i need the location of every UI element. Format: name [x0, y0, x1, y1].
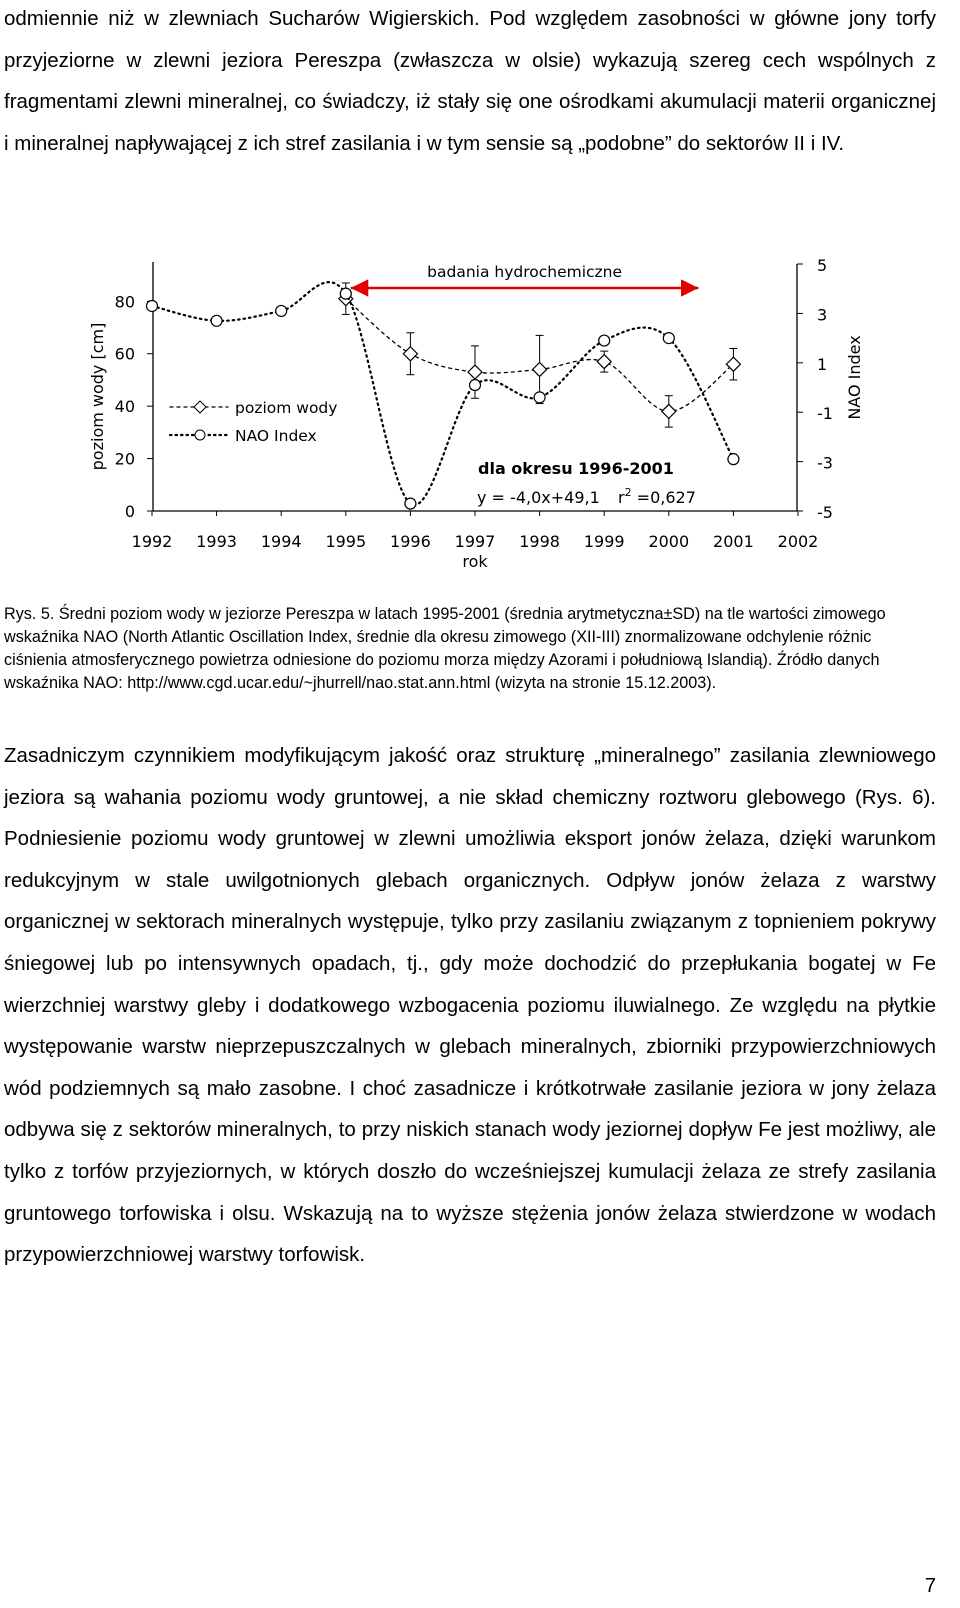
r2-value: =0,627 — [631, 488, 696, 507]
y-tick-label: 40 — [114, 397, 135, 417]
data-point-diamond — [403, 347, 417, 361]
data-point-circle — [340, 288, 351, 299]
data-point-circle — [147, 300, 158, 311]
chart-canvas — [70, 240, 890, 580]
data-point-circle — [276, 305, 287, 316]
data-point-diamond — [597, 355, 611, 369]
x-tick-label: 1995 — [325, 532, 367, 551]
x-tick-label: 1998 — [519, 532, 560, 551]
data-point-diamond — [662, 404, 676, 418]
chart-annotations — [477, 459, 696, 507]
y-tick-label: 80 — [114, 292, 135, 312]
regression-r2 — [618, 486, 696, 507]
chart-axes — [88, 256, 864, 571]
y2-tick-label: 3 — [817, 305, 828, 325]
y2-tick-label: 5 — [817, 256, 828, 275]
data-point-circle — [728, 454, 739, 465]
y2-tick-label: 1 — [817, 354, 828, 374]
legend-marker-circle — [195, 430, 205, 440]
legend-marker-diamond — [194, 401, 206, 413]
y2-tick-label: -1 — [817, 404, 833, 424]
x-tick-label: 2001 — [713, 532, 754, 551]
y-tick-label: 0 — [124, 502, 135, 521]
x-tick-label: 1999 — [583, 532, 625, 551]
x-tick-label: 2000 — [648, 532, 690, 551]
x-tick-label: 1997 — [454, 532, 496, 551]
x-tick-label: 2002 — [777, 532, 819, 551]
y-axis-label: poziom wody [cm] — [88, 322, 107, 471]
chart-legend — [170, 399, 337, 445]
figure-chart — [70, 240, 890, 580]
data-point-circle — [599, 335, 610, 346]
data-point-circle — [534, 392, 545, 403]
r2-superscript: 2 — [624, 486, 632, 499]
y2-tick-label: -5 — [817, 503, 833, 522]
legend-label: NAO Index — [235, 427, 317, 445]
x-tick-label: 1996 — [390, 532, 431, 551]
y2-tick-label: -3 — [817, 453, 833, 473]
y-tick-label: 20 — [114, 449, 135, 469]
chart-range-annotation — [351, 263, 699, 288]
data-point-diamond — [533, 362, 547, 376]
data-point-diamond — [468, 365, 482, 379]
x-axis-label: rok — [462, 552, 488, 571]
y2-axis-label: NAO Index — [845, 335, 864, 420]
range-label: badania hydrochemiczne — [427, 263, 623, 281]
x-tick-label: 1993 — [196, 532, 237, 551]
regression-period-label: dla okresu 1996-2001 — [478, 459, 674, 478]
data-point-circle — [211, 315, 222, 326]
x-tick-label: 1994 — [260, 532, 302, 551]
y-tick-label: 60 — [114, 344, 135, 364]
body-paragraph-top: odmiennie niż w zlewniach Sucharów Wigierskich. Pod względem zasobności w główne jony torfy przyjeziorne w zlewni jeziora Pereszpa (zwłaszcza w olsie) wykazują szereg cech wspólnych z fragmentami zlewni mineralnej, co świadczy, iż stały się one ośrodkami akumulacji materii organicznej i mineralnej napływającej z ich stref zasilania i w tym sensie są „podobne” do sektorów II i IV. — [4, 7, 936, 155]
legend-label: poziom wody — [235, 399, 338, 417]
body-paragraph-bottom: Zasadniczym czynnikiem modyfikującym jakość oraz strukturę „mineralnego” zasilania zlewniowego jeziora są wahania poziomu wody gruntowej, a nie skład chemiczny roztworu glebowego (Rys. 6). Podniesienie poziomu wody gruntowej w zlewni umożliwia eksport jonów żelaza, dzięki warunkom redukcyjnym w stale uwilgotnionych glebach organicznych. Odpływ jonów żelaza z warstwy organicznej w sektorach mineralnych występuje, tylko przy zasilaniu związanym z topnieniem pokrywy śniegowej lub po intensywnych opadach, tj., gdy może dochodzić do przepłukania bogatej w Fe wierzchniej warstwy gleby i dodatkowego wzbogacenia poziomu iluwialnego. Ze względu na płytkie występowanie warstw nieprzepuszczalnych w glebach mineralnych, zbiorniki przypowierzchniowych wód podziemnych są mało zasobne. I choć zasadnicze i krótkotrwałe zasilanie jeziora w jony żelaza odbywa się z sektorów mineralnych, to przy niskich stanach wody jeziornej dopływ Fe jest możliwy, ale tylko z torfów przyjeziornych, w których doszło do wcześniejszej kumulacji żelaza ze strefy zasilania gruntowego torfowiska i olsu. Wskazują na to wyższe stężenia jonów żelaza stwierdzone w wodach przypowierzchniowej warstwy torfowisk. — [4, 744, 936, 1267]
data-point-circle — [470, 380, 481, 391]
data-point-circle — [663, 333, 674, 344]
x-tick-label: 1992 — [131, 532, 173, 551]
regression-equation: y = -4,0x+49,1 — [477, 488, 600, 507]
page-number: 7 — [924, 1575, 936, 1597]
data-point-circle — [405, 498, 416, 509]
figure-caption: Rys. 5. Średni poziom wody w jeziorze Pereszpa w latach 1995-2001 (średnia arytmetyczna±SD) na tle wartości zimowego wskaźnika NAO (North Atlantic Oscillation Index, średnie dla okresu zimowego (XII-III) znormalizowane odchylenie różnic ciśnienia atmosferycznego powietrza odniesione do poziomu morza między Azorami i południową Islandią). Źródło danych wskaźnika NAO: http://www.cgd.ucar.edu/~jhurrell/nao.stat.ann.html (wizyta na stronie 15.12.2003). — [4, 605, 886, 692]
r2-letter: r — [618, 488, 625, 507]
